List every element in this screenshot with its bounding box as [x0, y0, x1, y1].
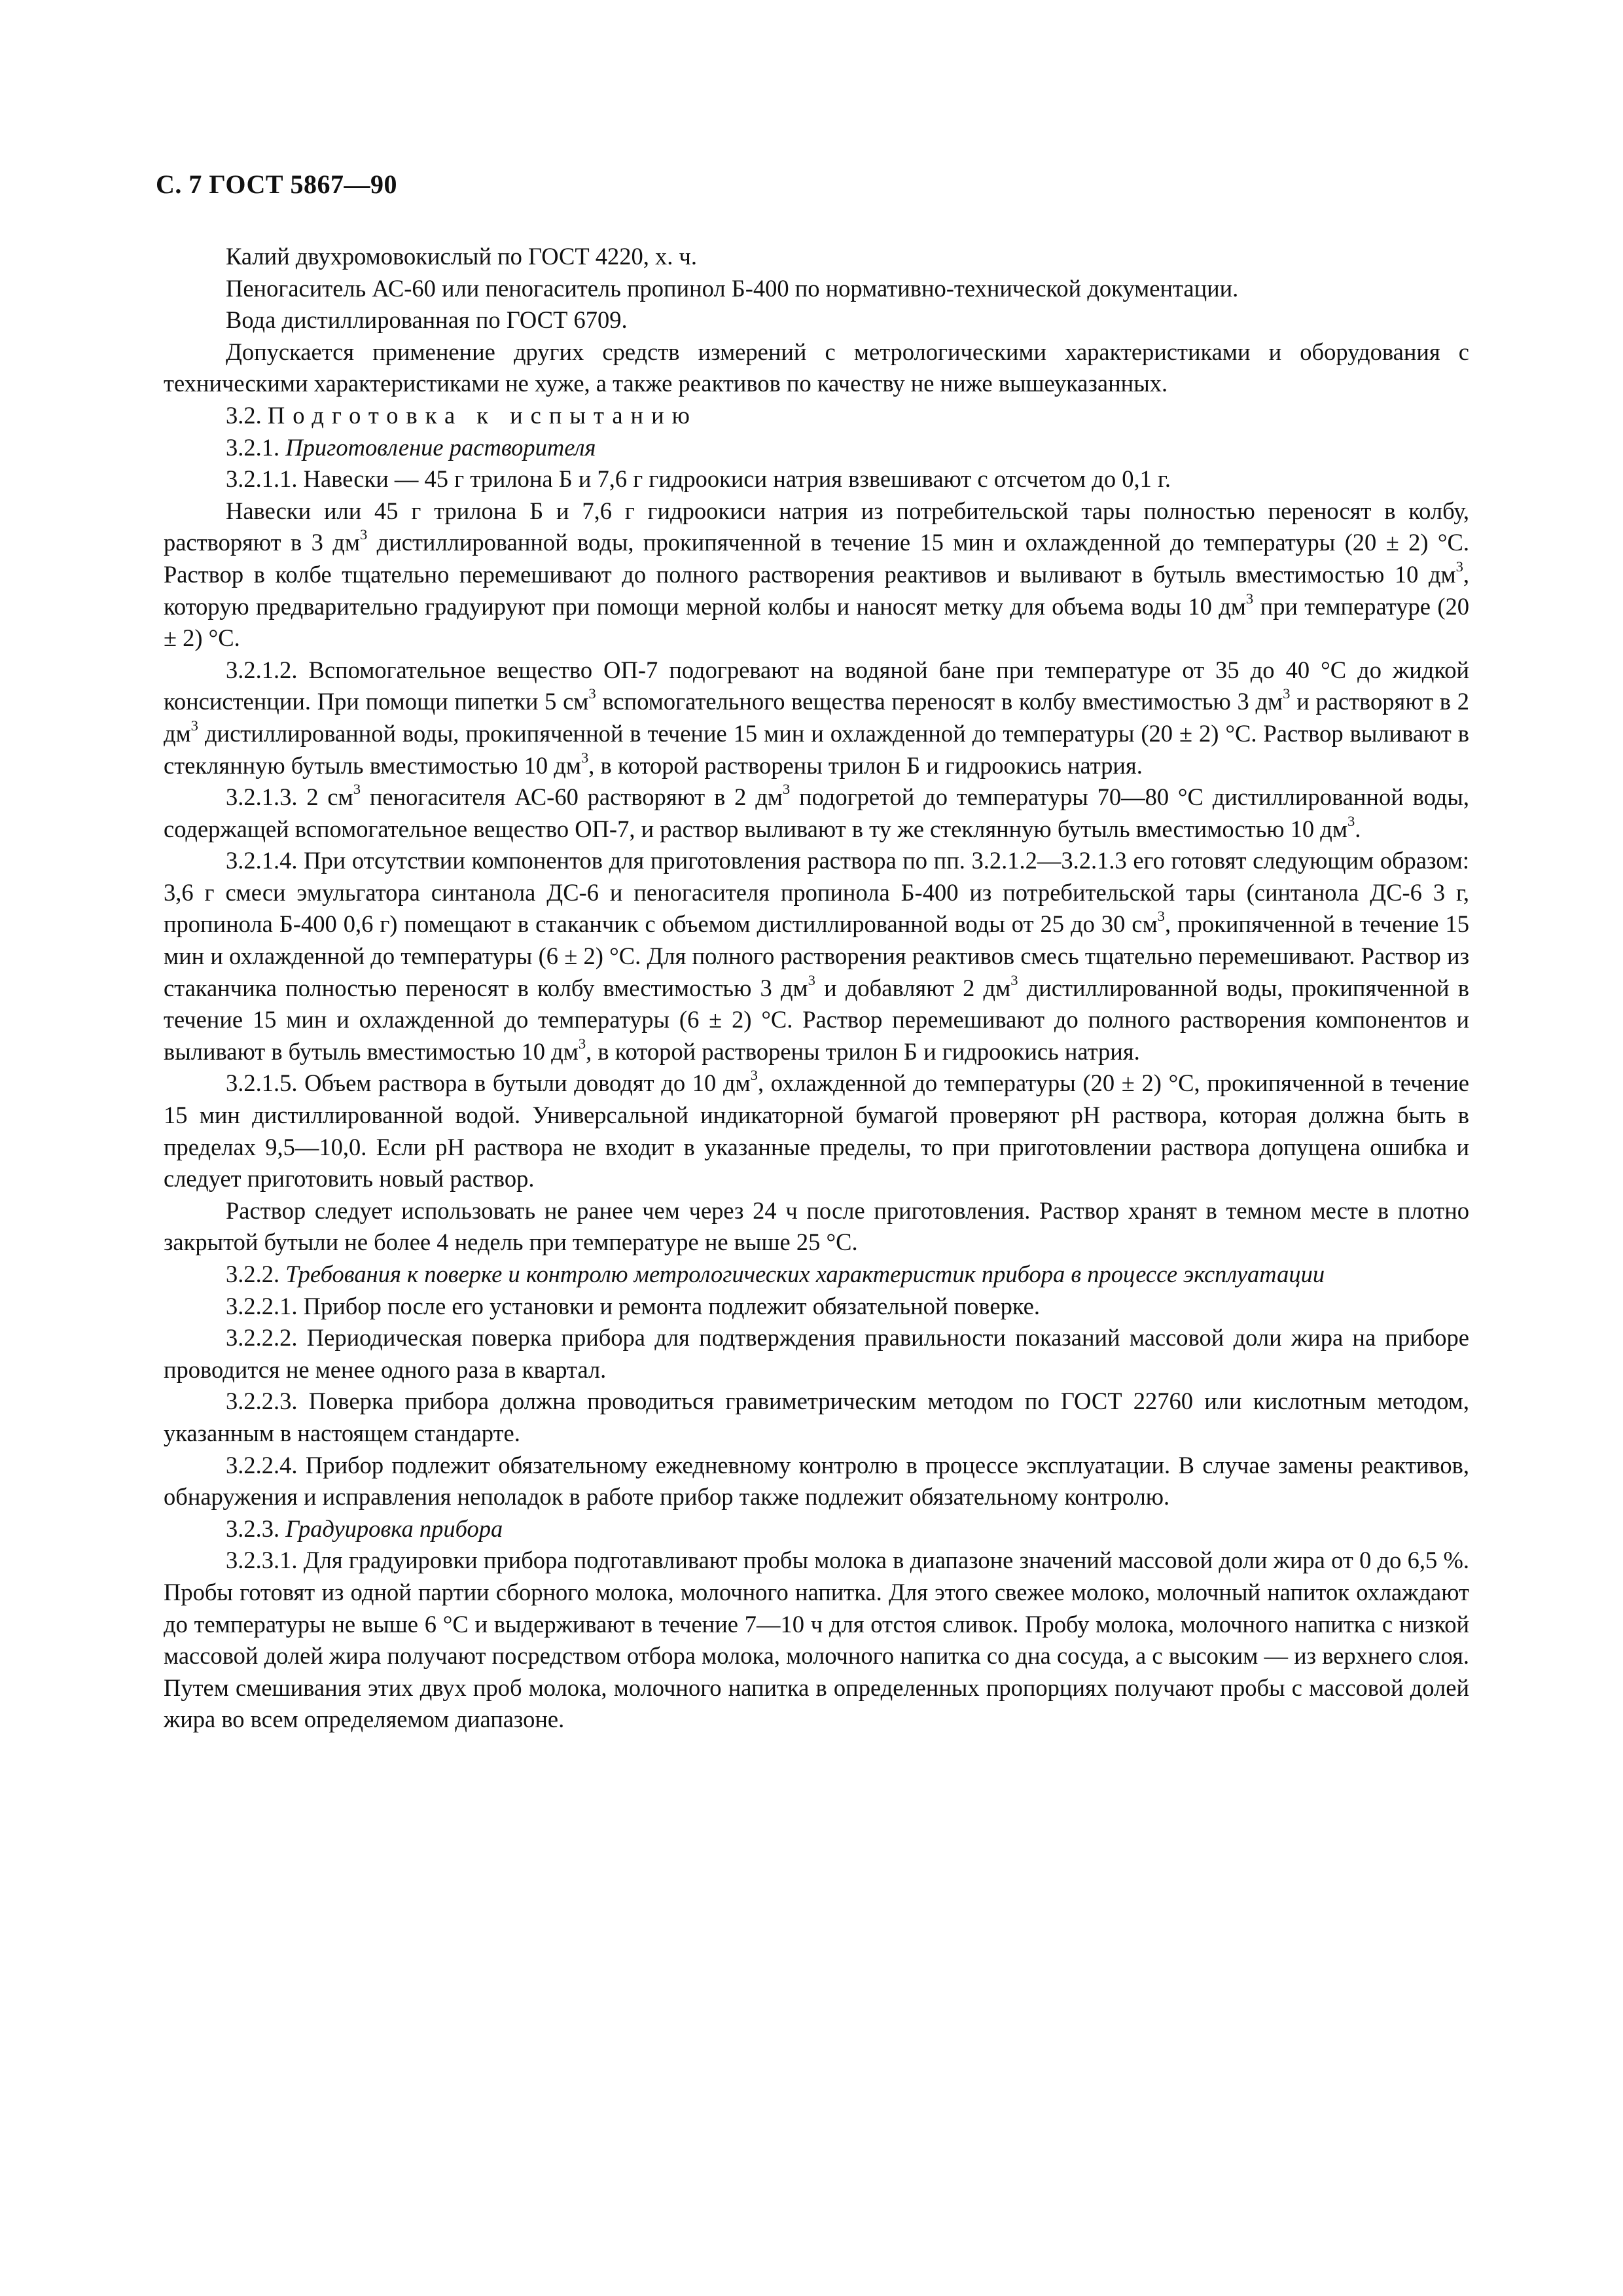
text-run: 3.2.1.3. 2 см [226, 783, 353, 811]
italic-heading: Требования к поверке и контролю метрологических характеристик прибора в процессе эксплуатации [285, 1261, 1325, 1287]
paragraph [164, 1450, 1469, 1513]
text-run: 3.2.3. [226, 1515, 286, 1542]
paragraph [164, 1322, 1469, 1386]
text-run: Навески или 45 г трилона Б и 7,6 г гидроокиси натрия из потребительской тары полностью переносят в колбу, растворяют в 3 дм [164, 497, 1469, 556]
italic-heading: Градуировка прибора [285, 1515, 503, 1542]
superscript: 3 [190, 717, 198, 734]
text-run: Раствор следует использовать не ранее чем через 24 ч после приготовления. Раствор хранят в темном месте в плотно закрытой бутыли не более 4 недель при температуре не выше 25 °С. [164, 1196, 1469, 1256]
text-run: 3.2.1.5. Объем раствора в бутыли доводят до 10 дм [226, 1069, 751, 1097]
superscript: 3 [588, 685, 596, 702]
superscript: 3 [578, 1035, 586, 1052]
text-run: 3.2.2.2. Периодическая поверка прибора для подтверждения правильности показаний массовой доли жира на приборе проводится не менее одного раза в квартал. [164, 1324, 1469, 1383]
superscript: 3 [1157, 908, 1165, 925]
paragraph [164, 1545, 1469, 1736]
text-run: 3.2.2.1. Прибор после его установки и ремонта подлежит обязательной поверке. [226, 1292, 1040, 1319]
text-run: . [1355, 815, 1361, 842]
text-run: 3.2.1.2. Вспомогательное вещество ОП-7 подогревают на водяной бане при температуре от 35 до 40 °С до жидкой консистенции. При помощи пипетки 5 см [164, 656, 1469, 715]
paragraph [164, 432, 1469, 464]
text-run: , охлажденной до температуры (20 ± 2) °С, прокипяченной в течение 15 мин дистиллированной водой. Универсальной индикаторной бумагой проверяют рН раствора, которая должна быть в пределах 9,5—10,0. Если рН раствора не входит в указанные пределы, то при приготовлении раствора допущена ошибка и следует приготовить новый раствор. [164, 1069, 1470, 1193]
text-run: 3.2.3.1. Для градуировки прибора подготавливают пробы молока в диапазоне значений массовой доли жира от 0 до 6,5 %. Пробы готовят из одной партии сборного молока, молочного напитка. Для этого свежее молоко, молочный напиток охлаждают до температуры не выше 6 °С и выдерживают в течение 7—10 ч для отстоя сливок. Пробу молока, молочного напитка с низкой массовой долей жира получают посредством отбора молока, молочного напитка со дна сосуда, а с высоким — из верхнего слоя. Путем смешивания этих двух проб молока, молочного напитка в определенных пропорциях получают пробы с массовой долей жира во всем определяемом диапазоне. [164, 1547, 1469, 1733]
superscript: 3 [1455, 558, 1463, 575]
paragraph [164, 304, 1469, 336]
text-run: , которую предварительно градуируют при помощи мерной колбы и наносят метку для объема воды 10 дм [164, 560, 1469, 620]
superscript: 3 [808, 971, 815, 988]
paragraph [164, 400, 1469, 432]
superscript: 3 [580, 749, 589, 766]
paragraph [164, 273, 1469, 305]
text-run: пеногасителя АС-60 растворяют в 2 дм [361, 783, 783, 811]
paragraph [164, 1067, 1469, 1194]
paragraph [164, 845, 1469, 1067]
text-run: 3.2. [226, 401, 268, 429]
paragraph [164, 1195, 1469, 1259]
text-run: дистиллированной воды, прокипяченной в течение 15 мин и охлажденной до температуры (20 ± 2) °С. Раствор в колбе тщательно перемешивают до полного растворения реактивов и выливают в бутыль вместимостью 10 дм [164, 529, 1469, 588]
document-body [164, 241, 1469, 1736]
text-run: 3.2.1.1. Навески — 45 г трилона Б и 7,6 г гидроокиси натрия взвешивают с отсчетом до 0,1 г. [226, 465, 1171, 493]
superscript: 3 [750, 1067, 758, 1084]
paragraph [164, 241, 1469, 273]
text-run: 3.2.2.3. Поверка прибора должна проводиться гравиметрическим методом по ГОСТ 22760 или кислотным методом, указанным в настоящем стандарте. [164, 1388, 1469, 1446]
text-run: и добавляют 2 дм [815, 974, 1011, 1001]
italic-heading: Приготовление растворителя [285, 433, 596, 461]
page-header: С. 7 ГОСТ 5867—90 [156, 170, 398, 199]
text-run: дистиллированной воды, прокипяченной в течение 15 мин и охлажденной до температуры (20 ± 2) °С. Раствор выливают в стеклянную бутыль вместимостью 10 дм [164, 719, 1469, 779]
text-run: вспомогательного вещества переносят в колбу вместимостью 3 дм [596, 688, 1283, 715]
superscript: 3 [1245, 590, 1254, 607]
text-run: , в которой растворены трилон Б и гидроокись натрия. [588, 751, 1143, 779]
text-run: 3.2.2. [226, 1261, 286, 1287]
text-run: 3.2.1. [226, 433, 286, 461]
paragraph [164, 781, 1469, 845]
superscript: 3 [782, 781, 791, 798]
text-run: 3.2.1.4. При отсутствии компонентов для приготовления раствора по пп. 3.2.1.2—3.2.1.3 его готовят следующим образом: 3,6 г смеси эмульгатора синтанола ДС-6 и пеногасителя пропинола Б-400 из потребительской тары (синтанола ДС-6 3 г, пропинола Б-400 0,6 г) помещают в стаканчик с объемом дистиллированной воды от 25 до 30 см [164, 847, 1469, 938]
spaced-heading: Подготовка к испытанию [267, 401, 698, 429]
paragraph [164, 1259, 1469, 1291]
paragraph [164, 1386, 1469, 1449]
paragraph [164, 463, 1469, 495]
text-run: , в которой растворены трилон Б и гидроокись натрия. [586, 1037, 1140, 1065]
superscript: 3 [353, 781, 361, 798]
text-run: и растворяют в 2 дм [164, 688, 1469, 747]
text-run: , прокипяченной в течение 15 мин и охлажденной до температуры (6 ± 2) °С. Для полного растворения реактивов смесь тщательно перемешивают. Раствор из стаканчика полностью переносят в колбу вместимостью 3 дм [164, 910, 1469, 1001]
paragraph [164, 495, 1469, 655]
paragraph [164, 655, 1469, 781]
superscript: 3 [1347, 812, 1355, 829]
paragraph [164, 1291, 1469, 1323]
paragraph [164, 336, 1469, 400]
text-run: подогретой до температуры 70—80 °С дистиллированной воды, содержащей вспомогательное вещество ОП-7, и раствор выливают в ту же стеклянную бутыль вместимостью 10 дм [164, 783, 1469, 842]
text-run: Вода дистиллированная по ГОСТ 6709. [226, 306, 628, 334]
text-run: дистиллированной воды, прокипяченной в течение 15 мин и охлажденной до температуры (6 ± 2) °С. Раствор перемешивают до полного растворения компонентов и выливают в бутыль вместимостью 10 дм [164, 974, 1470, 1065]
text-run: 3.2.2.4. Прибор подлежит обязательному ежедневному контролю в процессе эксплуатации. В случае замены реактивов, обнаружения и исправления неполадок в работе прибор также подлежит обязательному контролю. [164, 1451, 1469, 1511]
superscript: 3 [1283, 685, 1291, 702]
superscript: 3 [359, 526, 368, 543]
text-run: Калий двухромовокислый по ГОСТ 4220, х. ч. [226, 243, 698, 270]
paragraph [164, 1513, 1469, 1545]
text-run: Пеногаситель АС-60 или пеногаситель пропинол Б-400 по нормативно-технической документации. [226, 274, 1239, 302]
text-run: Допускается применение других средств измерений с метрологическими характеристиками и оборудования с техническими характеристиками не хуже, а также реактивов по качеству не ниже вышеуказанных. [164, 338, 1469, 397]
superscript: 3 [1010, 971, 1018, 988]
text-run: при температуре (20 ± 2) °С. [164, 592, 1469, 652]
